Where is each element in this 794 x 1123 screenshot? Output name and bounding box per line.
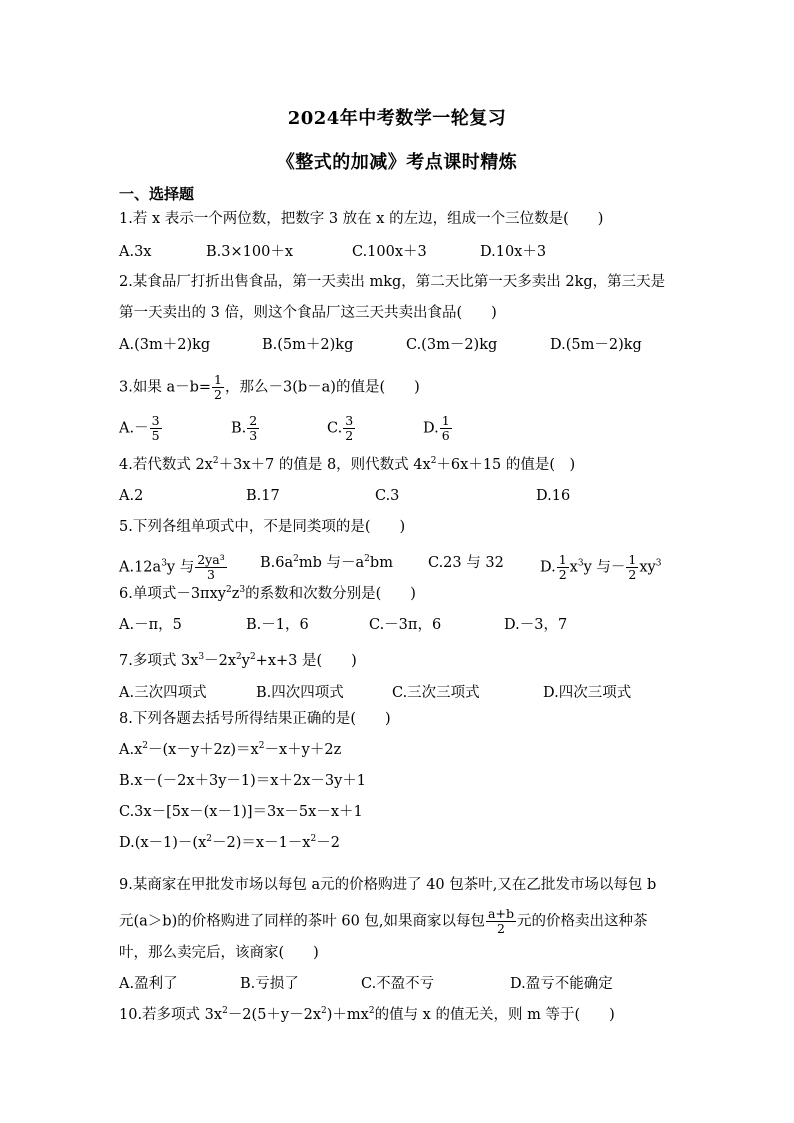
exponent: 3 — [655, 558, 662, 569]
question-2-stem-line2: 第一天卖出的 3 倍，则这个食品厂这三天共卖出食品( ) — [119, 305, 497, 321]
question-7-stem — [119, 651, 357, 671]
question-4-option-a: A.2 — [119, 488, 144, 504]
question-3-option-a — [119, 414, 163, 443]
question-3-stem-a: 3.如果 a－b= — [119, 379, 212, 396]
exponent: 2 — [293, 554, 299, 564]
fraction-denominator: 5 — [151, 428, 160, 443]
fraction-numerator: 1 — [558, 552, 567, 567]
stem-part: －2(5＋y－2x — [227, 1007, 322, 1023]
question-1-option-c: C.100x＋3 — [352, 244, 427, 260]
fraction-denominator: 3 — [249, 428, 258, 443]
question-6-option-d: D.－3，7 — [504, 617, 568, 633]
fraction-denominator: 2 — [345, 428, 354, 443]
stem-part: z — [231, 586, 240, 602]
question-6-option-a: A.－π，5 — [119, 617, 182, 633]
exponent: 2 — [142, 741, 148, 751]
option-text: y 与 — [166, 559, 195, 576]
fraction-denominator: 2 — [558, 567, 567, 582]
question-7-option-a: A.三次四项式 — [119, 685, 207, 701]
option-fraction — [150, 414, 162, 443]
question-8-option-b: B.x－(－2x＋3y－1)＝x＋2x－3y＋1 — [119, 773, 367, 789]
option-text: B.6a — [260, 555, 294, 571]
question-8-option-a — [119, 740, 341, 760]
question-5-option-a — [119, 553, 228, 582]
page-subtitle: 《整式的加减》考点课时精炼 — [276, 152, 518, 173]
exponent: 2 — [222, 1006, 228, 1016]
question-1-option-b: B.3×100＋x — [206, 244, 293, 260]
question-2-option-d: D.(5m－2)kg — [550, 337, 642, 353]
question-5-option-d — [540, 553, 661, 582]
question-9-stem-line3: 叶，那么卖完后，该商家( ) — [119, 945, 319, 961]
option-prefix: C. — [327, 420, 343, 437]
question-3-stem-b: ，那么－3(b－a)的值是( ) — [224, 379, 420, 396]
question-9-option-b: B.亏损了 — [240, 976, 299, 992]
exponent: 3 — [161, 558, 167, 569]
stem-part: 的系数和次数分别是( ) — [245, 586, 416, 602]
stem-part: ＋3x＋7 的值是 8，则代数式 4x — [218, 457, 431, 473]
stem-part: 10.若多项式 3x — [119, 1007, 223, 1023]
question-1-option-a: A.3x — [119, 244, 152, 260]
question-5-option-b — [260, 553, 393, 573]
question-6-option-b: B.－1，6 — [246, 617, 309, 633]
question-9-stem-line1: 9.某商家在甲批发市场以每包 a元的价格购进了 40 包茶叶,又在乙批发市场以每包 b — [119, 877, 657, 893]
stem-part: －2x — [204, 653, 236, 669]
option-text: bm — [369, 555, 393, 571]
question-4-option-c: C.3 — [375, 488, 400, 504]
fraction-numerator: 1 — [628, 552, 637, 567]
stem-part: y — [241, 653, 250, 669]
question-5-stem: 5.下列各组单项式中，不是同类项的是( ) — [119, 519, 406, 535]
option-text: －x＋y＋2z — [264, 742, 342, 758]
option-text: mb 与－a — [298, 555, 365, 571]
option-text: －2 — [316, 835, 340, 851]
question-4-option-d: D.16 — [536, 488, 571, 504]
exponent: 3 — [198, 652, 205, 662]
question-7-option-b: B.四次四项式 — [256, 685, 344, 701]
stem-part: 的值与 x 的值无关，则 m 等于( ) — [374, 1007, 615, 1023]
option-fraction — [440, 414, 452, 443]
option-fraction — [247, 414, 259, 443]
option-prefix: B. — [231, 420, 247, 437]
question-8-option-c: C.3x－[5x－(x－1)]＝3x－5x－x＋1 — [119, 804, 363, 820]
question-7-option-c: C.三次三项式 — [392, 685, 480, 701]
fraction-numerator: a+b — [488, 906, 514, 921]
fraction-denominator: 2 — [497, 921, 505, 936]
question-9-option-a: A.盈利了 — [119, 976, 178, 992]
exponent: 2 — [310, 834, 317, 844]
fraction-denominator: 2 — [214, 387, 222, 402]
exponent: 2 — [236, 652, 242, 662]
exponent: 2 — [206, 834, 213, 844]
exponent: 2 — [258, 741, 265, 751]
option-fraction — [557, 553, 569, 582]
section-heading: 一、选择题 — [119, 185, 195, 203]
question-3-fraction — [212, 373, 224, 402]
stem-part: 7.多项式 3x — [119, 653, 199, 669]
option-prefix: D. — [423, 420, 439, 437]
exponent: 2 — [368, 1006, 375, 1016]
question-9-stem-line2 — [119, 907, 647, 936]
stem-part: ＋6x＋15 的值是( ) — [436, 457, 576, 473]
question-1-option-d: D.10x＋3 — [480, 244, 547, 260]
question-2-option-c: C.(3m－2)kg — [406, 337, 498, 353]
question-3-stem — [119, 373, 420, 402]
question-4-stem — [119, 455, 575, 475]
fraction-numerator: 3 — [151, 413, 160, 428]
stem-part: 元(a＞b)的价格购进了同样的茶叶 60 包,如果商家以每包 — [119, 913, 486, 930]
exponent: 3 — [577, 558, 584, 569]
question-9-option-c: C.不盈不亏 — [361, 976, 435, 992]
stem-part: 4.若代数式 2x — [119, 457, 213, 473]
option-text: －2)＝x－1－x — [212, 835, 311, 851]
exponent: 2 — [225, 585, 232, 595]
fraction-denominator: 6 — [441, 428, 450, 443]
question-2-stem-line1: 2.某食品厂打折出售食品，第一天卖出 mkg，第二天比第一天多卖出 2kg，第三天是 — [119, 274, 666, 290]
stem-part: 6.单项式－3πxy — [119, 586, 226, 602]
stem-part: +x+3 是( ) — [255, 653, 357, 669]
fraction-numerator: 2ya³ — [197, 552, 225, 567]
fraction-numerator: 3 — [345, 413, 354, 428]
question-9-fraction — [486, 907, 516, 936]
option-fraction — [626, 553, 638, 582]
option-text: xy — [639, 559, 656, 576]
fraction-numerator: 1 — [441, 413, 450, 428]
question-6-stem — [119, 584, 416, 604]
exponent: 3 — [239, 585, 246, 595]
question-9-option-d: D.盈亏不能确定 — [510, 976, 613, 992]
question-8-stem: 8.下列各题去括号所得结果正确的是( ) — [119, 711, 391, 727]
question-2-option-b: B.(5m＋2)kg — [262, 337, 354, 353]
exponent: 2 — [364, 554, 370, 564]
question-2-option-a: A.(3m＋2)kg — [119, 337, 211, 353]
question-3-option-b — [231, 414, 260, 443]
option-fraction — [195, 553, 226, 582]
question-5-option-c: C.23 与 32 — [428, 555, 504, 571]
option-text: －(x－y＋2z)＝x — [148, 742, 259, 758]
option-prefix: D. — [540, 559, 556, 576]
question-6-option-c: C.－3π，6 — [369, 617, 442, 633]
option-text: x — [569, 559, 578, 576]
fraction-numerator: 2 — [249, 413, 258, 428]
page-title: 2024年中考数学一轮复习 — [287, 108, 507, 129]
option-fraction — [343, 414, 355, 443]
exponent: 2 — [321, 1006, 327, 1016]
option-text: y 与－ — [583, 559, 626, 576]
question-10-stem — [119, 1005, 615, 1025]
option-text: A.12a — [119, 559, 162, 576]
question-8-option-d — [119, 833, 340, 853]
question-3-option-c — [327, 414, 356, 443]
option-text: A.x — [119, 742, 143, 758]
stem-part: )＋mx — [326, 1007, 369, 1023]
question-3-option-d — [423, 414, 453, 443]
exponent: 2 — [430, 456, 437, 466]
question-1-stem: 1.若 x 表示一个两位数，把数字 3 放在 x 的左边，组成一个三位数是( ) — [119, 211, 604, 227]
exponent: 2 — [249, 652, 256, 662]
fraction-denominator: 3 — [207, 567, 215, 582]
fraction-numerator: 1 — [214, 372, 222, 387]
option-text: D.(x－1)－(x — [119, 835, 207, 851]
stem-part: 元的价格卖出这种茶 — [516, 913, 648, 930]
exponent: 2 — [212, 456, 219, 466]
option-prefix: A.－ — [119, 420, 149, 437]
fraction-denominator: 2 — [628, 567, 637, 582]
question-4-option-b: B.17 — [246, 488, 280, 504]
question-7-option-d: D.四次三项式 — [543, 685, 632, 701]
